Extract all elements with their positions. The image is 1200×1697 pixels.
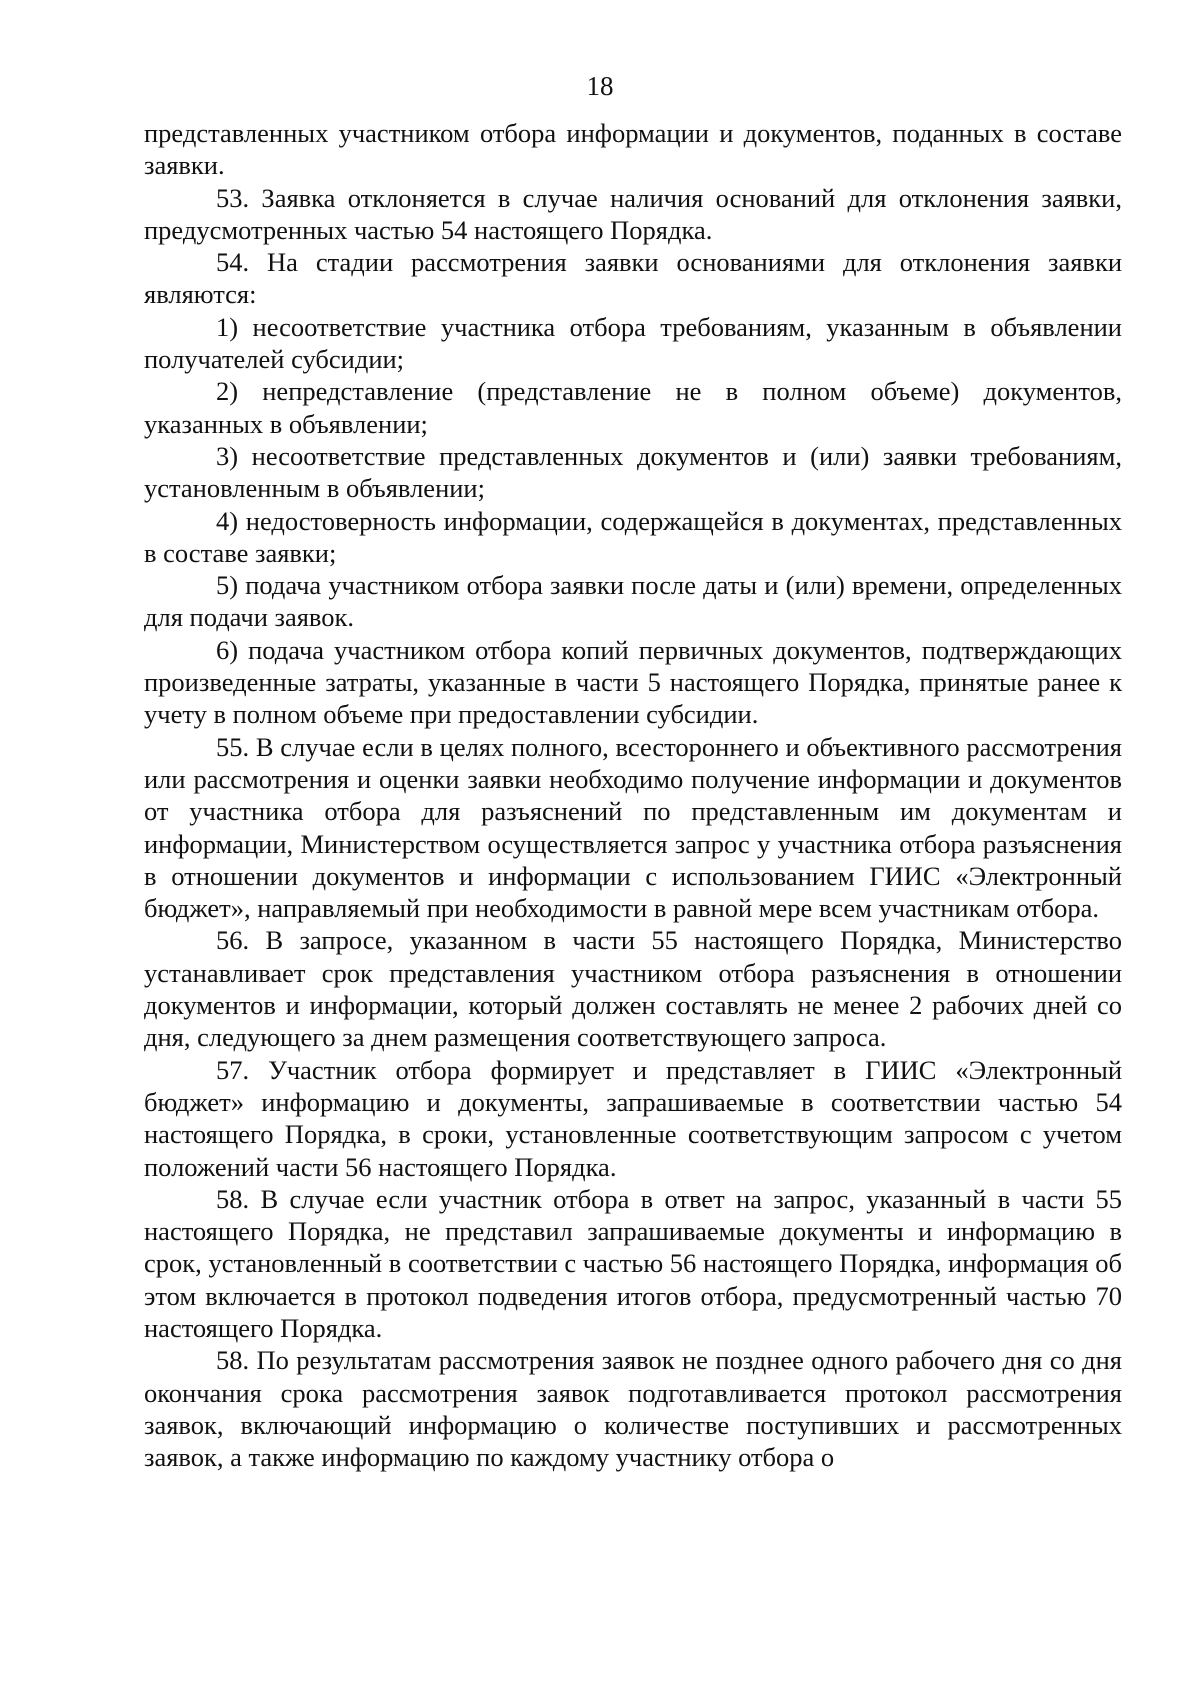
paragraph-58-second: 58. По результатам рассмотрения заявок не позднее одного рабочего дня со дня окончания срока рассмотрения заявок подготавливается протокол рассмотрения заявок, включающий информацию о количестве поступивших и рассмотренных заявок, а также информацию по каждому участнику отбора о: [144, 1345, 1122, 1473]
paragraph-54-item-1: 1) несоответствие участника отбора требованиям, указанным в объявлении получателей субсидии;: [144, 311, 1122, 375]
paragraph-54-item-2: 2) непредставление (представление не в полном объеме) документов, указанных в объявлении;: [144, 376, 1122, 439]
paragraph-54-item-5: 5) подача участником отбора заявки после даты и (или) времени, определенных для подачи заявок.: [144, 570, 1122, 633]
paragraph-54-item-6: 6) подача участником отбора копий первичных документов, подтверждающих произведенные затраты, указанные в части 5 настоящего Порядка, принятые ранее к учету в полном объеме при предоставлении субсидии.: [144, 634, 1122, 730]
paragraph-53: 53. Заявка отклоняется в случае наличия оснований для отклонения заявки, предусмотренных частью 54 настоящего Порядка.: [144, 182, 1122, 245]
paragraph-57: 57. Участник отбора формирует и представляет в ГИИС «Электронный бюджет» информацию и документы, запрашиваемые в соответствии частью 54 настоящего Порядка, в сроки, установленные соответствующим запросом с учетом положений части 56 настоящего Порядка.: [144, 1054, 1122, 1182]
paragraph-54: 54. На стадии рассмотрения заявки основаниями для отклонения заявки являются:: [144, 247, 1122, 310]
paragraph-54-item-4: 4) недостоверность информации, содержащейся в документах, представленных в составе заявки;: [144, 505, 1122, 568]
paragraph-58-first: 58. В случае если участник отбора в ответ на запрос, указанный в части 55 настоящего Порядка, не представил запрашиваемые документы и информацию в срок, установленный в соответствии с частью 56 настоящего Порядка, информация об этом включается в протокол подведения итогов отбора, предусмотренный частью 70 настоящего Порядка.: [144, 1183, 1122, 1343]
paragraph-54-item-3: 3) несоответствие представленных документов и (или) заявки требованиям, установленным в объявлении;: [144, 440, 1122, 504]
paragraph-55: 55. В случае если в целях полного, всестороннего и объективного рассмотрения или рассмотрения и оценки заявки необходимо получение информации и документов от участника отбора для разъяснений по представленным им документам и информации, Министерством осуществляется запрос у участника отбора разъяснения в отношении документов и информации с использованием ГИИС «Электронный бюджет», направляемый при необходимости в равной мере всем участникам отбора.: [144, 731, 1122, 924]
page-number: 18: [586, 71, 614, 101]
paragraph-continuation: представленных участником отбора информации и документов, поданных в составе заявки.: [144, 118, 1122, 181]
document-body: [144, 117, 1122, 1473]
paragraph-56: 56. В запросе, указанном в части 55 настоящего Порядка, Министерство устанавливает срок представления участником отбора разъяснения в отношении документов и информации, который должен составлять не менее 2 рабочих дней со дня, следующего за днем размещения соответствующего запроса.: [144, 925, 1122, 1053]
